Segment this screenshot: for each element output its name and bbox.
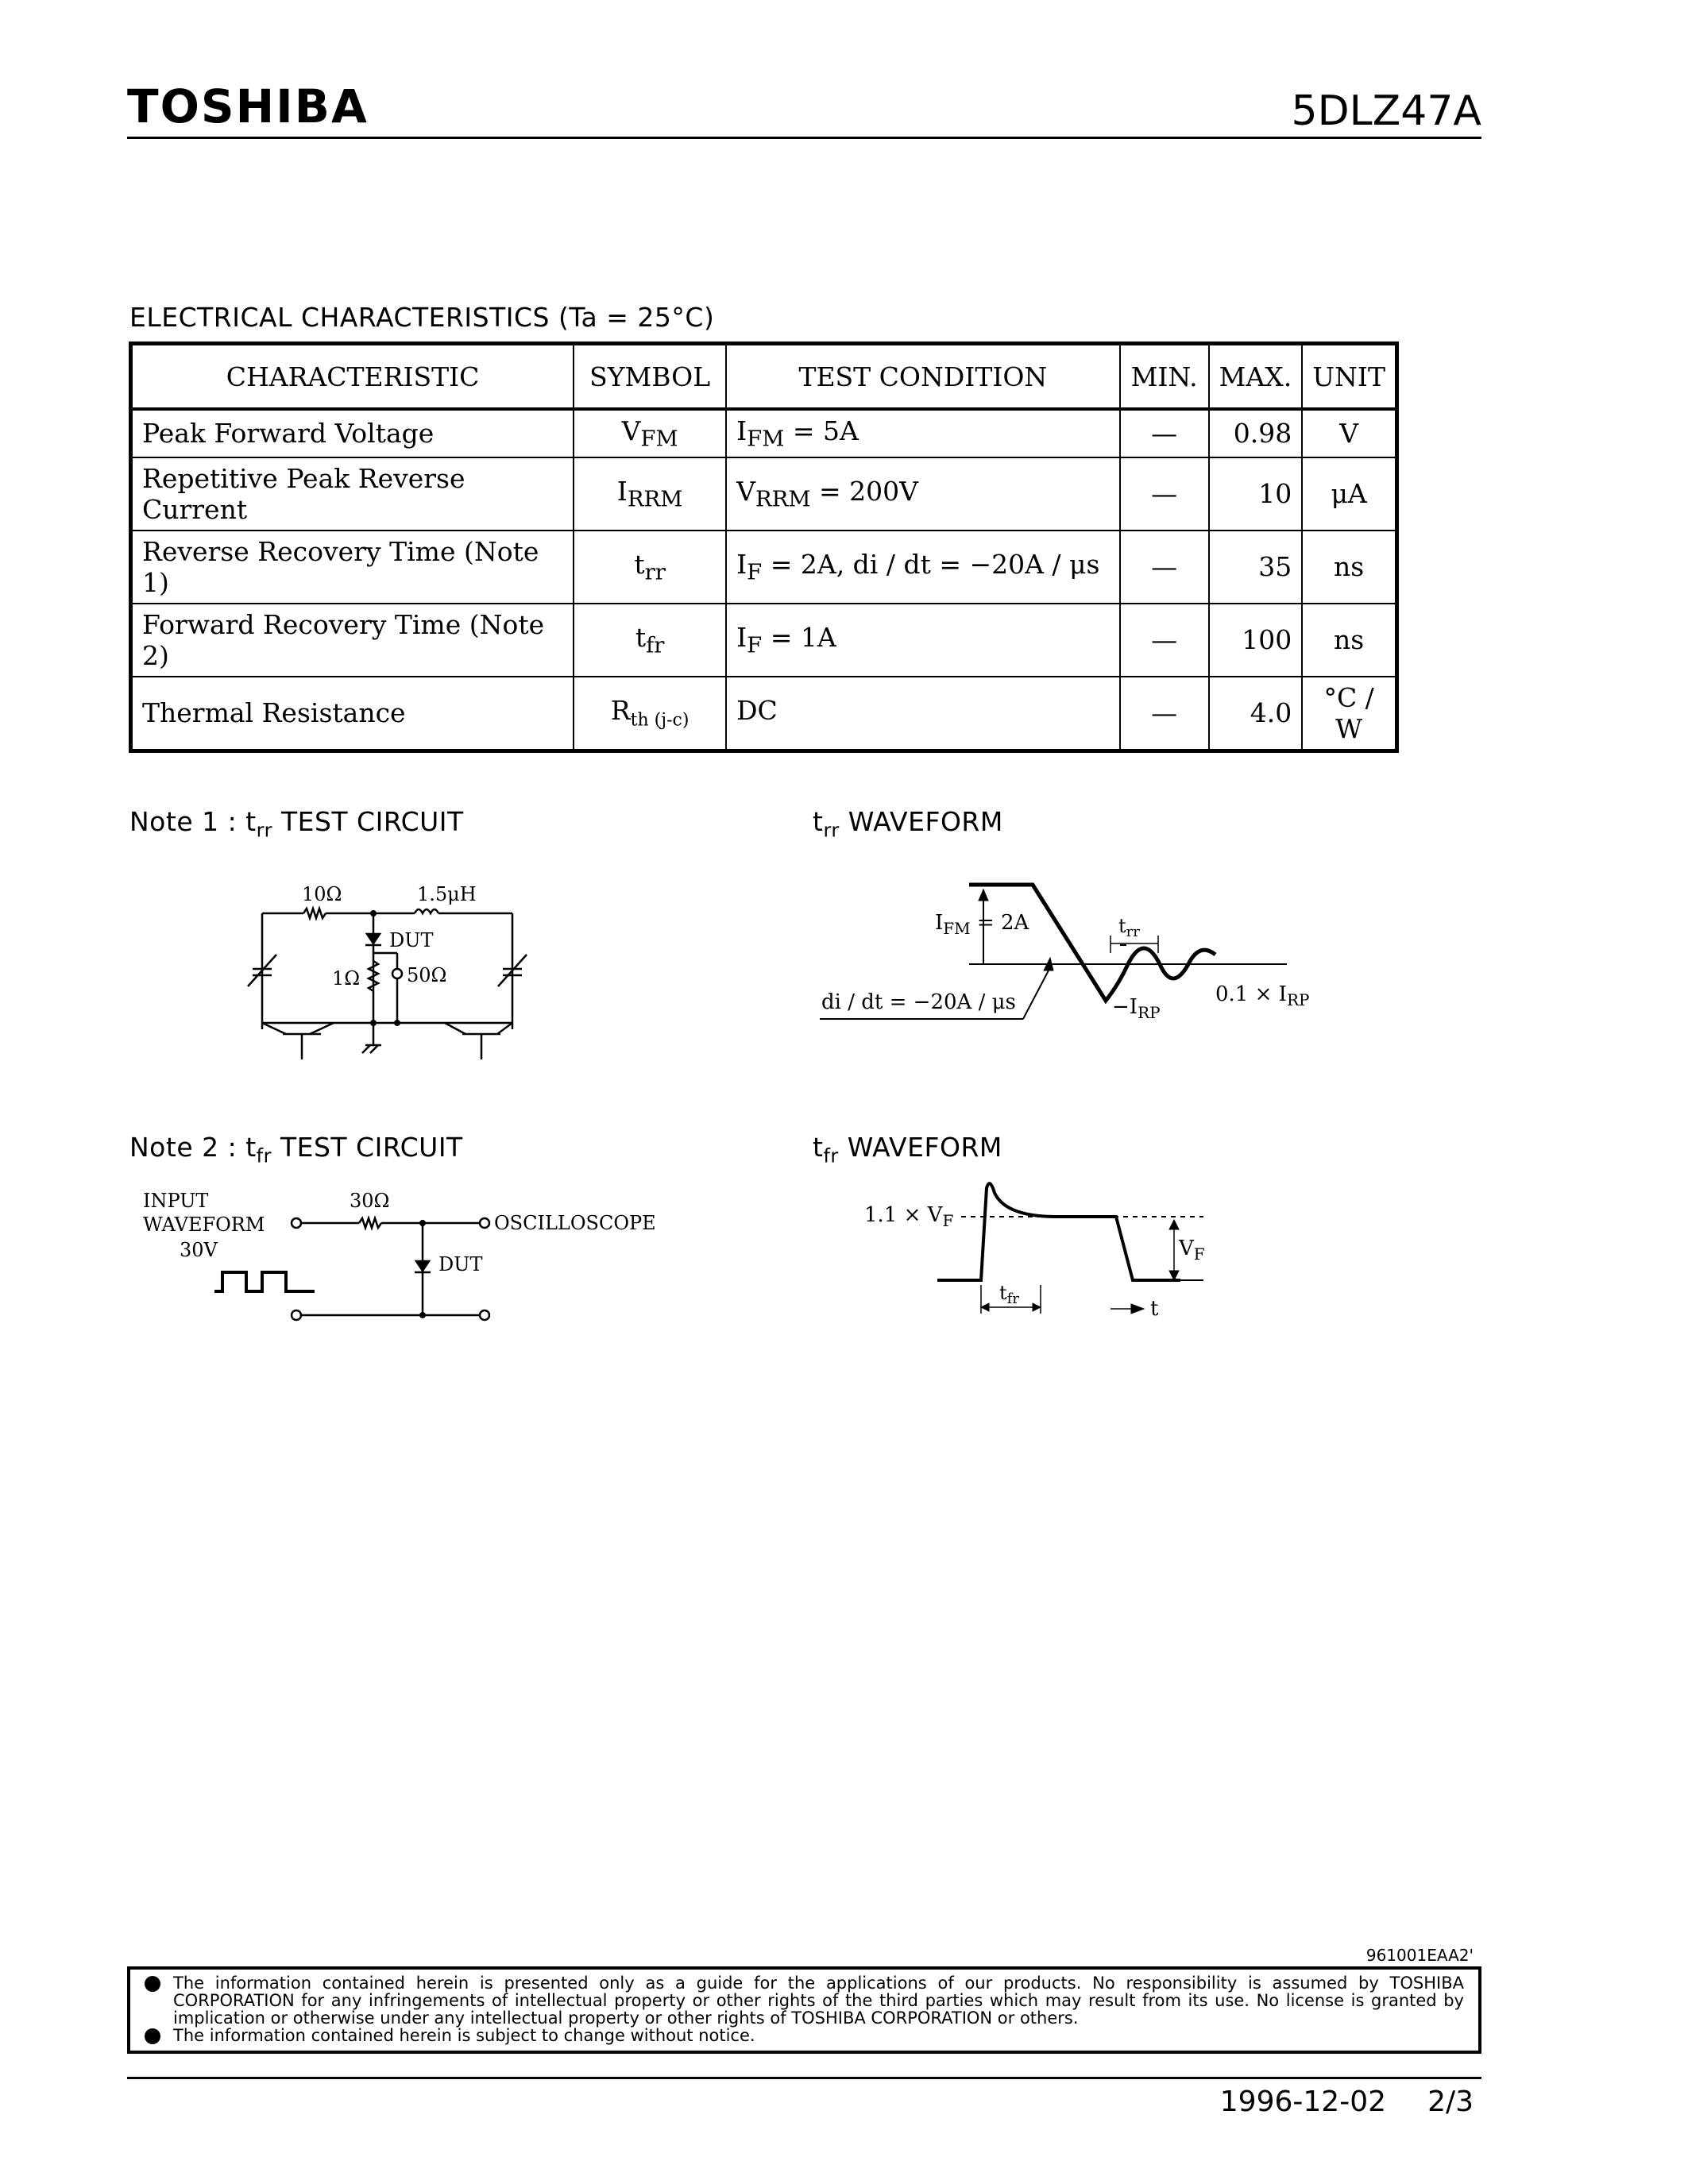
trr-waveform xyxy=(810,866,1335,1048)
bullet-icon xyxy=(145,1976,160,1992)
cell-symbol: $t_{rr}$ xyxy=(574,531,726,604)
table-header-row xyxy=(131,344,1397,410)
revision-date: 1996-12-02 xyxy=(1219,2086,1386,2118)
note2-title: Note 2 : $t_{fr}$ TEST CIRCUIT xyxy=(129,1132,463,1167)
label-frac-irp: $0.1 \times I_{RP}$ xyxy=(1215,982,1310,1009)
cell-characteristic: Thermal Resistance xyxy=(131,677,574,751)
section-title: ELECTRICAL CHARACTERISTICS (Ta = 25°C) xyxy=(129,302,715,333)
cell-condition: $I_F = 2A$, di / dt = −20A / μs xyxy=(726,531,1120,604)
cell-unit: °C / W xyxy=(1302,677,1396,751)
footer-rule xyxy=(127,2077,1481,2079)
label-dut: DUT xyxy=(438,1253,483,1275)
label-ifm: $I_{FM} = 2A$ xyxy=(935,911,1029,938)
brand-logo: TOSHIBA xyxy=(127,79,369,133)
label-r: 30Ω xyxy=(350,1190,390,1212)
cell-symbol: $I_{RRM}$ xyxy=(574,457,726,531)
header-unit: UNIT xyxy=(1302,344,1396,410)
disclaimer-item xyxy=(173,2027,1464,2044)
tfr-waveform xyxy=(850,1167,1231,1326)
header-characteristic: CHARACTERISTIC xyxy=(131,344,574,410)
label-shunt: 1Ω xyxy=(332,967,361,990)
trr-test-circuit xyxy=(230,866,548,1088)
label-irp: $-I_{RP}$ xyxy=(1112,995,1161,1022)
cell-min: — xyxy=(1120,409,1209,457)
cell-condition: $I_F = 1A$ xyxy=(726,604,1120,677)
tfr-waveform-title: $t_{fr}$ WAVEFORM xyxy=(813,1132,1002,1167)
header-max: MAX. xyxy=(1209,344,1303,410)
label-inductor: 1.5μH xyxy=(417,883,477,905)
disclaimer-item xyxy=(173,1974,1464,2027)
cell-symbol: $t_{fr}$ xyxy=(574,604,726,677)
label-trr: $t_{rr}$ xyxy=(1118,915,1140,940)
table-row xyxy=(131,531,1397,604)
header-test-condition: TEST CONDITION xyxy=(726,344,1120,410)
label-oscilloscope: OSCILLOSCOPE xyxy=(494,1212,656,1234)
cell-min: — xyxy=(1120,531,1209,604)
header-symbol: SYMBOL xyxy=(574,344,726,410)
bullet-icon xyxy=(145,2028,160,2044)
tfr-test-circuit xyxy=(135,1183,691,1334)
cell-characteristic: Reverse Recovery Time (Note 1) xyxy=(131,531,574,604)
cell-unit: V xyxy=(1302,409,1396,457)
cell-unit: ns xyxy=(1302,604,1396,677)
table-row xyxy=(131,457,1397,531)
cell-min: — xyxy=(1120,677,1209,751)
label-tfr: $t_{fr}$ xyxy=(999,1282,1019,1307)
cell-condition: DC xyxy=(726,677,1120,751)
cell-max: 4.0 xyxy=(1209,677,1303,751)
trr-waveform-title: $t_{rr}$ WAVEFORM xyxy=(813,806,1003,842)
cell-condition: $I_{FM} = 5A$ xyxy=(726,409,1120,457)
cell-symbol: $R_{th (j-c)}$ xyxy=(574,677,726,751)
label-waveform: WAVEFORM xyxy=(143,1214,265,1236)
header-min: MIN. xyxy=(1120,344,1209,410)
table-row xyxy=(131,677,1397,751)
header-rule xyxy=(127,137,1481,139)
cell-characteristic: Forward Recovery Time (Note 2) xyxy=(131,604,574,677)
cell-characteristic: Repetitive Peak Reverse Current xyxy=(131,457,574,531)
cell-characteristic: Peak Forward Voltage xyxy=(131,409,574,457)
cell-unit: ns xyxy=(1302,531,1396,604)
table-row xyxy=(131,604,1397,677)
cell-max: 10 xyxy=(1209,457,1303,531)
cell-max: 100 xyxy=(1209,604,1303,677)
label-1-1-vf: $1.1 \times V_F$ xyxy=(864,1203,954,1230)
label-r-top: 10Ω xyxy=(302,883,342,905)
label-probe: 50Ω xyxy=(407,964,447,986)
page-number: 2/3 xyxy=(1427,2086,1474,2118)
disclaimer-text: The information contained herein is subject to change without notice. xyxy=(173,2026,755,2045)
disclaimer-box xyxy=(127,1966,1481,2054)
characteristics-table xyxy=(129,341,1399,753)
cell-max: 35 xyxy=(1209,531,1303,604)
label-input: INPUT xyxy=(143,1190,209,1212)
note1-title: Note 1 : $t_{rr}$ TEST CIRCUIT xyxy=(129,806,464,842)
disclaimer-text: The information contained herein is presented only as a guide for the applications of our products. No responsibility is assumed by TOSHIBA CORPORATION for any infringements of intellectual property or other rights of the third parties which may result from its use. No license is granted by implication or otherwise under any intellectual property or other rights of TOSHIBA CORPORATION or others. xyxy=(173,1974,1464,2028)
cell-symbol: $V_{FM}$ xyxy=(574,409,726,457)
label-didt: di / dt = −20A / μs xyxy=(821,990,1016,1014)
cell-min: — xyxy=(1120,604,1209,677)
table-row xyxy=(131,409,1397,457)
document-id: 961001EAA2' xyxy=(1365,1946,1474,1965)
cell-max: 0.98 xyxy=(1209,409,1303,457)
label-voltage: 30V xyxy=(180,1239,218,1261)
label-time: t xyxy=(1150,1297,1159,1321)
cell-condition: $V_{RRM} = 200V$ xyxy=(726,457,1120,531)
cell-unit: μA xyxy=(1302,457,1396,531)
part-number: 5DLZ47A xyxy=(1291,87,1481,135)
label-vf: $V_F$ xyxy=(1179,1237,1205,1264)
label-dut: DUT xyxy=(389,929,434,951)
cell-min: — xyxy=(1120,457,1209,531)
